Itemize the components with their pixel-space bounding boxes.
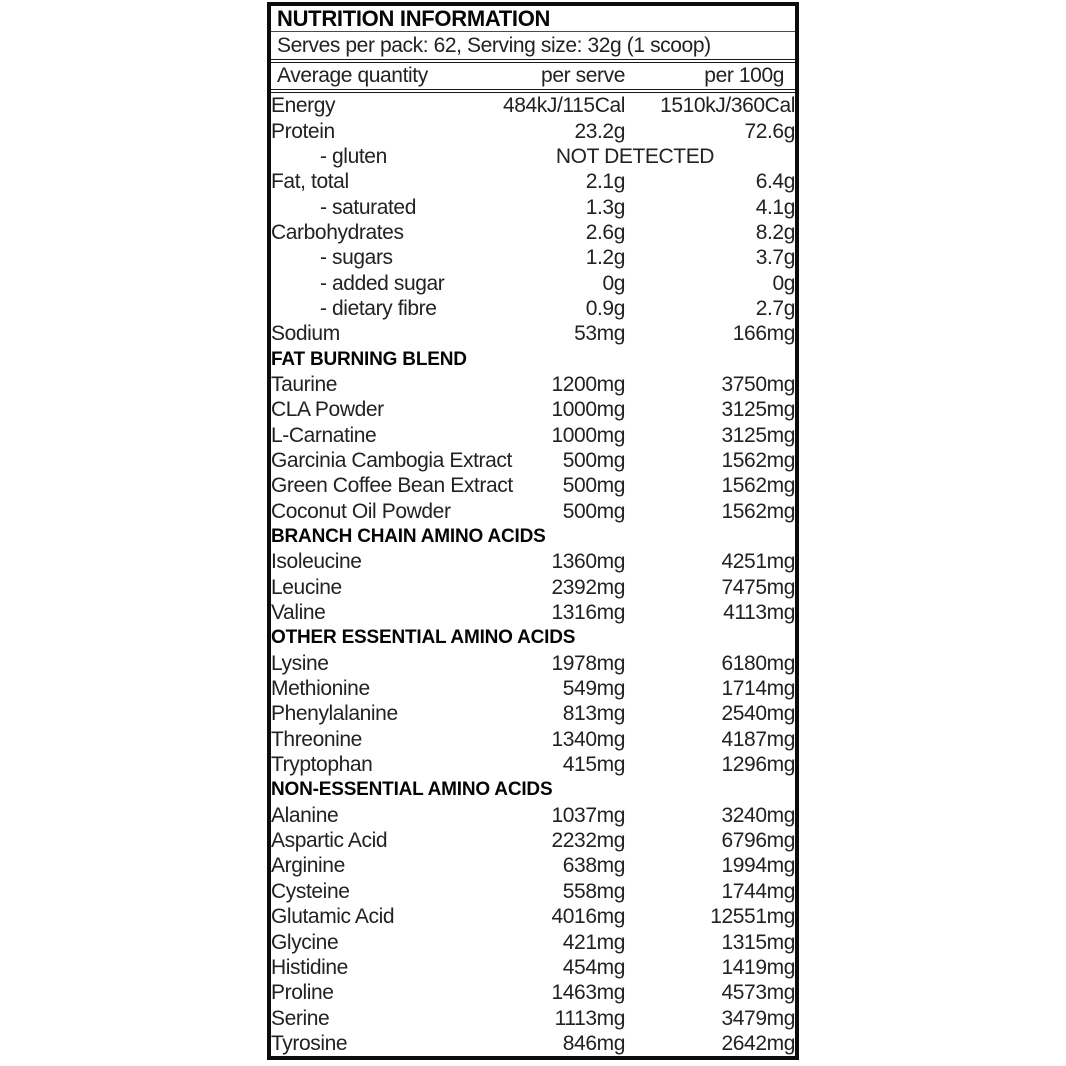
nutrient-per-serve-value: 846mg [562,1031,625,1055]
section-header-label: BRANCH CHAIN AMINO ACIDS [271,526,546,548]
nutrient-row [271,220,795,245]
nutrient-per-100g-value: 1296mg [721,753,795,777]
nutrient-per-serve-value: 1978mg [551,651,625,675]
nutrient-label: - saturated [320,195,416,219]
nutrient-row [271,980,795,1005]
nutrient-row [271,1031,795,1056]
column-header-per-serve: per serve [541,64,625,87]
nutrient-per-100g-value: 2540mg [721,702,795,726]
nutrient-label: Serine [271,1006,330,1030]
nutrient-per-100g-value: 4187mg [721,727,795,751]
nutrient-per-serve-value: 1.3g [585,195,625,219]
nutrient-per-serve-value: 500mg [562,499,625,523]
column-header-per-100g: per 100g [704,64,784,87]
nutrient-row [271,701,795,726]
nutrient-label: Protein [271,119,335,143]
nutrient-label: Green Coffee Bean Extract [271,474,513,498]
nutrient-label: Alanine [271,803,339,827]
nutrient-per-serve-value: 0.9g [585,296,625,320]
nutrient-row [271,93,795,118]
nutrient-row [271,118,795,143]
nutrient-label: Threonine [271,727,362,751]
nutrient-per-100g-value: 3240mg [721,803,795,827]
nutrient-row [271,422,795,447]
nutrient-per-100g-value: 1562mg [721,448,795,472]
nutrient-per-serve-value: 1360mg [551,550,625,574]
nutrition-panel [267,2,799,1060]
nutrient-span-value: NOT DETECTED [555,144,715,168]
nutrient-per-serve-value: 549mg [562,677,625,701]
nutrient-per-serve-value: 415mg [562,753,625,777]
nutrient-label: L-Carnatine [271,423,377,447]
nutrient-label: Sodium [271,322,340,346]
nutrient-per-100g-value: 4251mg [721,550,795,574]
nutrient-per-100g-value: 4573mg [721,981,795,1005]
nutrient-per-serve-value: 454mg [562,955,625,979]
nutrient-per-serve-value: 2392mg [551,575,625,599]
column-header-row [271,63,795,93]
nutrient-row [271,270,795,295]
nutrient-per-100g-value: 3125mg [721,398,795,422]
nutrient-per-100g-value: 1315mg [721,930,795,954]
nutrient-per-serve-value: 53mg [574,322,625,346]
nutrient-per-100g-value: 1714mg [721,677,795,701]
nutrient-row [271,955,795,980]
nutrient-per-100g-value: 1562mg [721,474,795,498]
nutrient-label: Tryptophan [271,753,373,777]
nutrient-per-100g-value: 8.2g [755,220,795,244]
nutrient-per-100g-value: 2.7g [755,296,795,320]
nutrient-per-100g-value: 1510kJ/360Cal [660,94,795,118]
section-header-row [271,346,795,371]
nutrient-per-serve-value: 500mg [562,448,625,472]
nutrient-per-100g-value: 4.1g [755,195,795,219]
nutrient-per-100g-value: 6.4g [755,170,795,194]
nutrient-row [271,549,795,574]
nutrient-label: Phenylalanine [271,702,398,726]
nutrient-label: - dietary fibre [320,296,437,320]
nutrient-row [271,904,795,929]
nutrient-row [271,194,795,219]
nutrient-per-serve-value: 2.6g [585,220,625,244]
nutrient-row [271,448,795,473]
nutrient-label: Fat, total [271,170,349,194]
section-header-label: FAT BURNING BLEND [271,348,467,370]
nutrient-per-100g-value: 1994mg [721,854,795,878]
nutrient-per-100g-value: 0g [772,271,795,295]
nutrient-label: Tyrosine [271,1031,348,1055]
section-header-row [271,524,795,549]
nutrient-label: Isoleucine [271,550,362,574]
nutrient-per-serve-value: 638mg [562,854,625,878]
nutrient-label: Arginine [271,854,345,878]
serving-info: Serves per pack: 62, Serving size: 32g (1 scoop) [271,32,795,63]
nutrient-row [271,929,795,954]
nutrient-row [271,828,795,853]
nutrient-label: Energy [271,94,336,118]
section-header-row [271,777,795,802]
nutrient-label: Carbohydrates [271,220,404,244]
section-header-label: OTHER ESSENTIAL AMINO ACIDS [271,627,576,649]
nutrient-row [271,651,795,676]
nutrient-per-serve-value: 2232mg [551,829,625,853]
nutrient-row [271,752,795,777]
section-header-label: NON-ESSENTIAL AMINO ACIDS [271,779,553,801]
nutrient-per-serve-value: 1113mg [554,1006,625,1030]
nutrient-per-100g-value: 3750mg [721,372,795,396]
nutrient-per-100g-value: 72.6g [744,119,795,143]
nutrient-label: Valine [271,601,326,625]
nutrient-per-100g-value: 7475mg [721,575,795,599]
nutrient-per-serve-value: 421mg [562,930,625,954]
nutrient-label: Leucine [271,575,342,599]
nutrient-per-serve-value: 484kJ/115Cal [502,94,625,118]
nutrient-row [271,169,795,194]
nutrient-per-serve-value: 23.2g [574,119,625,143]
nutrient-label: - sugars [320,246,393,270]
nutrient-per-serve-value: 1037mg [551,803,625,827]
nutrient-per-serve-value: 1316mg [551,601,625,625]
nutrient-row [271,853,795,878]
nutrient-per-serve-value: 2.1g [585,170,625,194]
nutrient-row [271,727,795,752]
nutrient-label: Methionine [271,677,370,701]
nutrient-per-serve-value: 1000mg [551,398,625,422]
nutrient-row [271,803,795,828]
nutrient-row [271,296,795,321]
nutrient-label: CLA Powder [271,398,384,422]
nutrient-row [271,600,795,625]
nutrient-label: Coconut Oil Powder [271,499,451,523]
nutrient-row [271,144,795,169]
nutrient-per-serve-value: 4016mg [551,905,625,929]
nutrient-per-serve-value: 0g [602,271,625,295]
nutrient-label: Histidine [271,955,348,979]
nutrient-per-100g-value: 6796mg [721,829,795,853]
nutrient-per-serve-value: 1.2g [585,246,625,270]
nutrient-label: Cysteine [271,879,350,903]
nutrition-table [271,93,795,1056]
nutrient-row [271,473,795,498]
nutrient-row [271,879,795,904]
nutrient-per-serve-value: 1340mg [551,727,625,751]
nutrient-label: Taurine [271,372,338,396]
nutrient-per-100g-value: 6180mg [721,651,795,675]
column-header-average-quantity: Average quantity [277,64,428,87]
nutrient-per-100g-value: 1419mg [721,955,795,979]
nutrient-row [271,1005,795,1030]
nutrient-row [271,676,795,701]
nutrient-per-serve-value: 1200mg [551,372,625,396]
nutrient-per-100g-value: 4113mg [723,601,795,625]
nutrient-per-100g-value: 1562mg [721,499,795,523]
panel-title: NUTRITION INFORMATION [271,6,795,32]
nutrient-label: Proline [271,981,334,1005]
nutrient-per-100g-value: 1744mg [721,879,795,903]
nutrient-label: Glycine [271,930,339,954]
nutrient-per-100g-value: 166mg [732,322,795,346]
nutrient-label: Aspartic Acid [271,829,388,853]
nutrient-per-100g-value: 3479mg [721,1006,795,1030]
nutrient-label: Glutamic Acid [271,905,395,929]
nutrient-per-100g-value: 2642mg [721,1031,795,1055]
nutrient-label: Lysine [271,651,329,675]
nutrient-label: - added sugar [320,271,445,295]
nutrient-per-100g-value: 12551mg [710,905,795,929]
nutrient-label: Garcinia Cambogia Extract [271,448,512,472]
nutrient-per-serve-value: 813mg [562,702,625,726]
section-header-row [271,625,795,650]
nutrient-row [271,575,795,600]
nutrient-label: - gluten [320,144,387,168]
nutrient-per-serve-value: 1463mg [551,981,625,1005]
nutrient-row [271,372,795,397]
nutrient-row [271,499,795,524]
nutrient-per-100g-value: 3125mg [721,423,795,447]
nutrient-per-serve-value: 1000mg [551,423,625,447]
nutrient-per-100g-value: 3.7g [755,246,795,270]
nutrient-per-serve-value: 558mg [562,879,625,903]
nutrient-row [271,245,795,270]
nutrient-row [271,397,795,422]
nutrient-row [271,321,795,346]
nutrient-per-serve-value: 500mg [562,474,625,498]
